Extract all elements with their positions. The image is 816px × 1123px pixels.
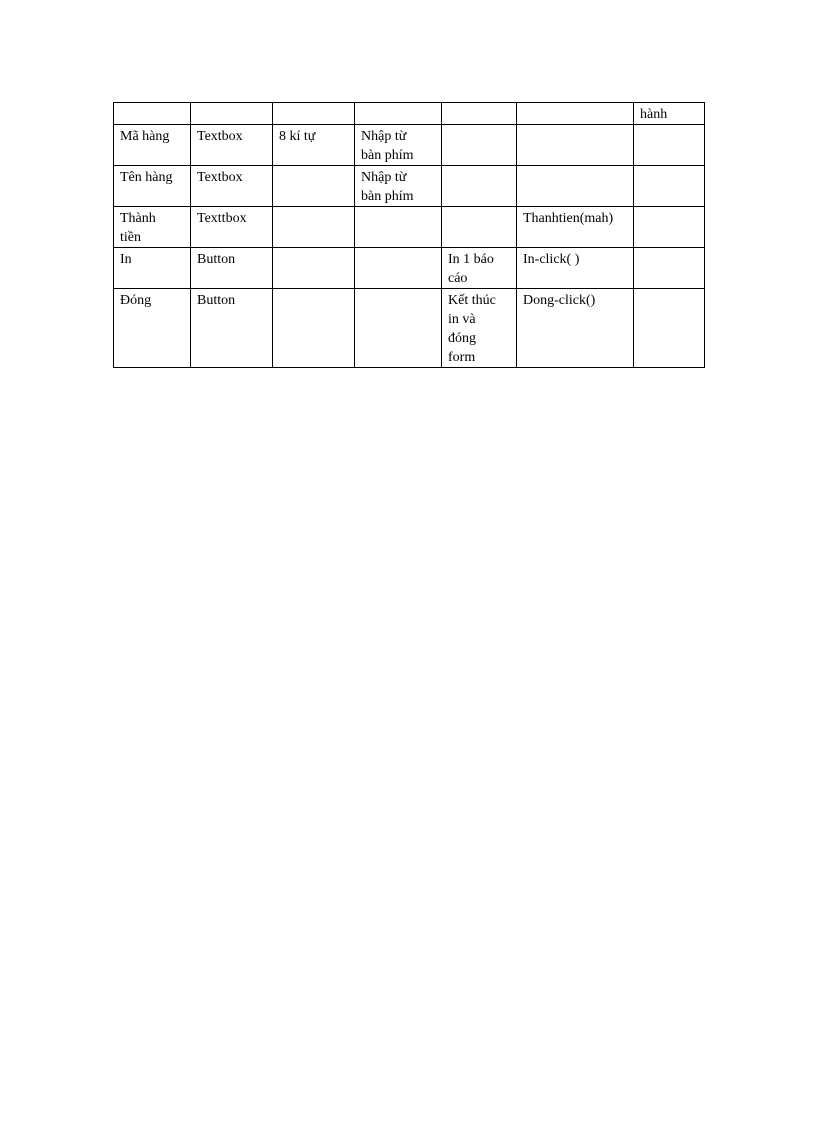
cell-text: Nhập từ bàn phím	[361, 129, 414, 163]
cell-text: Thành tiền	[120, 211, 156, 245]
table-cell	[442, 166, 517, 207]
table-cell	[114, 248, 191, 289]
table-cell	[355, 103, 442, 125]
table-cell	[517, 125, 634, 166]
table-cell	[191, 289, 273, 368]
table-cell	[355, 289, 442, 368]
cell-text: Button	[197, 252, 236, 267]
table-cell	[355, 166, 442, 207]
table-cell	[634, 248, 705, 289]
table-cell	[191, 248, 273, 289]
cell-text: In-click( )	[523, 252, 580, 267]
table-cell	[442, 125, 517, 166]
table-cell	[634, 166, 705, 207]
table-row	[114, 207, 705, 248]
cell-text: In	[120, 252, 132, 267]
cell-text: Tên hàng	[120, 170, 173, 185]
table-cell	[517, 248, 634, 289]
table-row	[114, 125, 705, 166]
table-cell	[634, 289, 705, 368]
table-row	[114, 166, 705, 207]
table-cell	[517, 207, 634, 248]
cell-text: Dong-click()	[523, 293, 596, 308]
table-cell	[273, 125, 355, 166]
cell-text: Mã hàng	[120, 129, 170, 144]
table-cell	[355, 248, 442, 289]
table-cell	[273, 103, 355, 125]
table-cell	[355, 207, 442, 248]
table-cell	[114, 207, 191, 248]
table-cell	[442, 103, 517, 125]
cell-text: Đóng	[120, 293, 152, 308]
table-cell	[634, 207, 705, 248]
cell-text: Thanhtien(mah)	[523, 211, 614, 226]
cell-text: In 1 báo cáo	[448, 252, 494, 286]
table-cell	[273, 289, 355, 368]
table-cell	[114, 125, 191, 166]
cell-text: Kết thúc in và đóng form	[448, 293, 496, 365]
table-cell	[114, 103, 191, 125]
table-cell	[517, 289, 634, 368]
table-cell	[273, 207, 355, 248]
table-body	[114, 103, 705, 368]
controls-table	[113, 102, 705, 368]
table-cell	[517, 103, 634, 125]
table-cell	[273, 248, 355, 289]
table-cell	[442, 248, 517, 289]
table-row	[114, 289, 705, 368]
table-row	[114, 248, 705, 289]
table-cell	[191, 207, 273, 248]
table-cell	[191, 166, 273, 207]
table-cell	[191, 125, 273, 166]
cell-text: Textbox	[197, 170, 243, 185]
cell-text: Nhập từ bàn phím	[361, 170, 414, 204]
table-cell	[355, 125, 442, 166]
table-cell	[114, 289, 191, 368]
cell-text: Texttbox	[197, 211, 247, 226]
table-cell	[114, 166, 191, 207]
table-cell	[442, 207, 517, 248]
table-cell	[191, 103, 273, 125]
cell-text: Textbox	[197, 129, 243, 144]
cell-text: Button	[197, 293, 236, 308]
cell-text: hành	[640, 107, 668, 122]
table-cell	[634, 103, 705, 125]
table-cell	[442, 289, 517, 368]
table-cell	[634, 125, 705, 166]
table-row	[114, 103, 705, 125]
table-cell	[273, 166, 355, 207]
table-cell	[517, 166, 634, 207]
cell-text: 8 kí tự	[279, 129, 316, 144]
